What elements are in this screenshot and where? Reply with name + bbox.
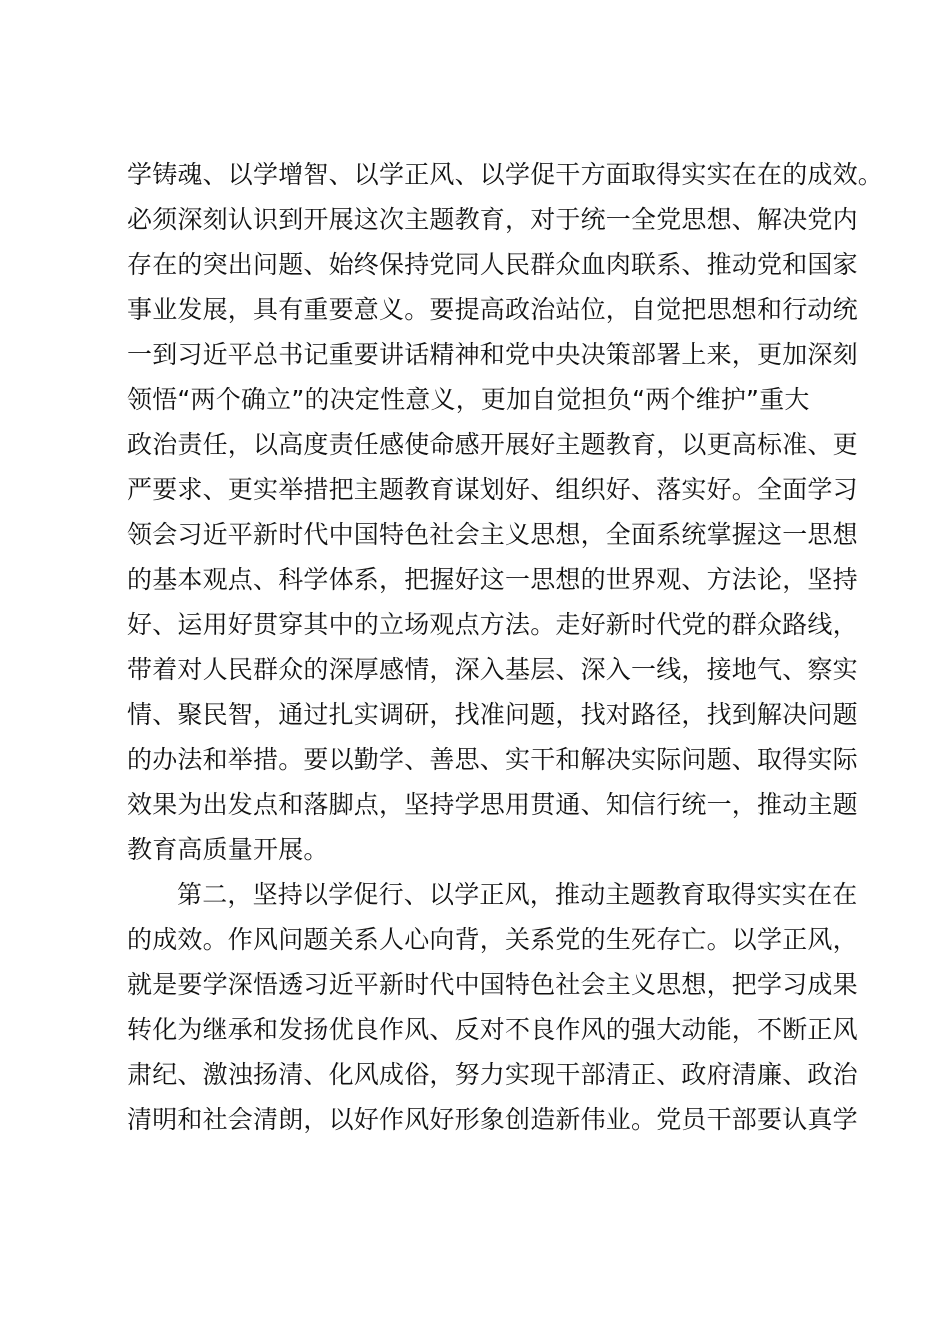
text-line: 情、聚民智，通过扎实调研，找准问题，找对路径，找到解决问题 [127, 700, 858, 729]
text-line: 学铸魂、以学增智、以学正风、以学促干方面取得实实在在的成效。 [127, 160, 884, 189]
text-line: 的成效。作风问题关系人心向背，关系党的生死存亡。以学正风， [127, 925, 858, 954]
text-line: 必须深刻认识到开展这次主题教育，对于统一全党思想、解决党内 [127, 205, 858, 234]
text-line: 一到习近平总书记重要讲话精神和党中央决策部署上来，更加深刻 [127, 340, 858, 369]
body-text [127, 152, 884, 1142]
text-line: 领会习近平新时代中国特色社会主义思想，全面系统掌握这一思想 [127, 520, 858, 549]
text-line: 好、运用好贯穿其中的立场观点方法。走好新时代党的群众路线， [127, 610, 858, 639]
text-line: 的办法和举措。要以勤学、善思、实干和解决实际问题、取得实际 [127, 745, 858, 774]
text-line: 肃纪、激浊扬清、化风成俗，努力实现干部清正、政府清廉、政治 [127, 1060, 858, 1089]
text-line: 的基本观点、科学体系，把握好这一思想的世界观、方法论，坚持 [127, 565, 858, 594]
text-line: 转化为继承和发扬优良作风、反对不良作风的强大动能，不断正风 [127, 1015, 858, 1044]
text-line: 政治责任，以高度责任感使命感开展好主题教育，以更高标准、更 [127, 430, 858, 459]
text-line: 领悟“两个确立”的决定性意义，更加自觉担负“两个维护”重大 [127, 385, 810, 414]
text-line: 清明和社会清朗，以好作风好形象创造新伟业。党员干部要认真学 [127, 1105, 858, 1134]
text-line: 效果为出发点和落脚点，坚持学思用贯通、知信行统一，推动主题 [127, 790, 858, 819]
text-line: 就是要学深悟透习近平新时代中国特色社会主义思想，把学习成果 [127, 970, 858, 999]
text-line: 事业发展，具有重要意义。要提高政治站位，自觉把思想和行动统 [127, 295, 858, 324]
text-line: 教育高质量开展。 [127, 835, 329, 864]
paragraph-start-line: 第二，坚持以学促行、以学正风，推动主题教育取得实实在在 [177, 880, 858, 909]
text-line: 严要求、更实举措把主题教育谋划好、组织好、落实好。全面学习 [127, 475, 858, 504]
text-line: 存在的突出问题、始终保持党同人民群众血肉联系、推动党和国家 [127, 250, 858, 279]
text-line: 带着对人民群众的深厚感情，深入基层、深入一线，接地气、察实 [127, 655, 858, 684]
